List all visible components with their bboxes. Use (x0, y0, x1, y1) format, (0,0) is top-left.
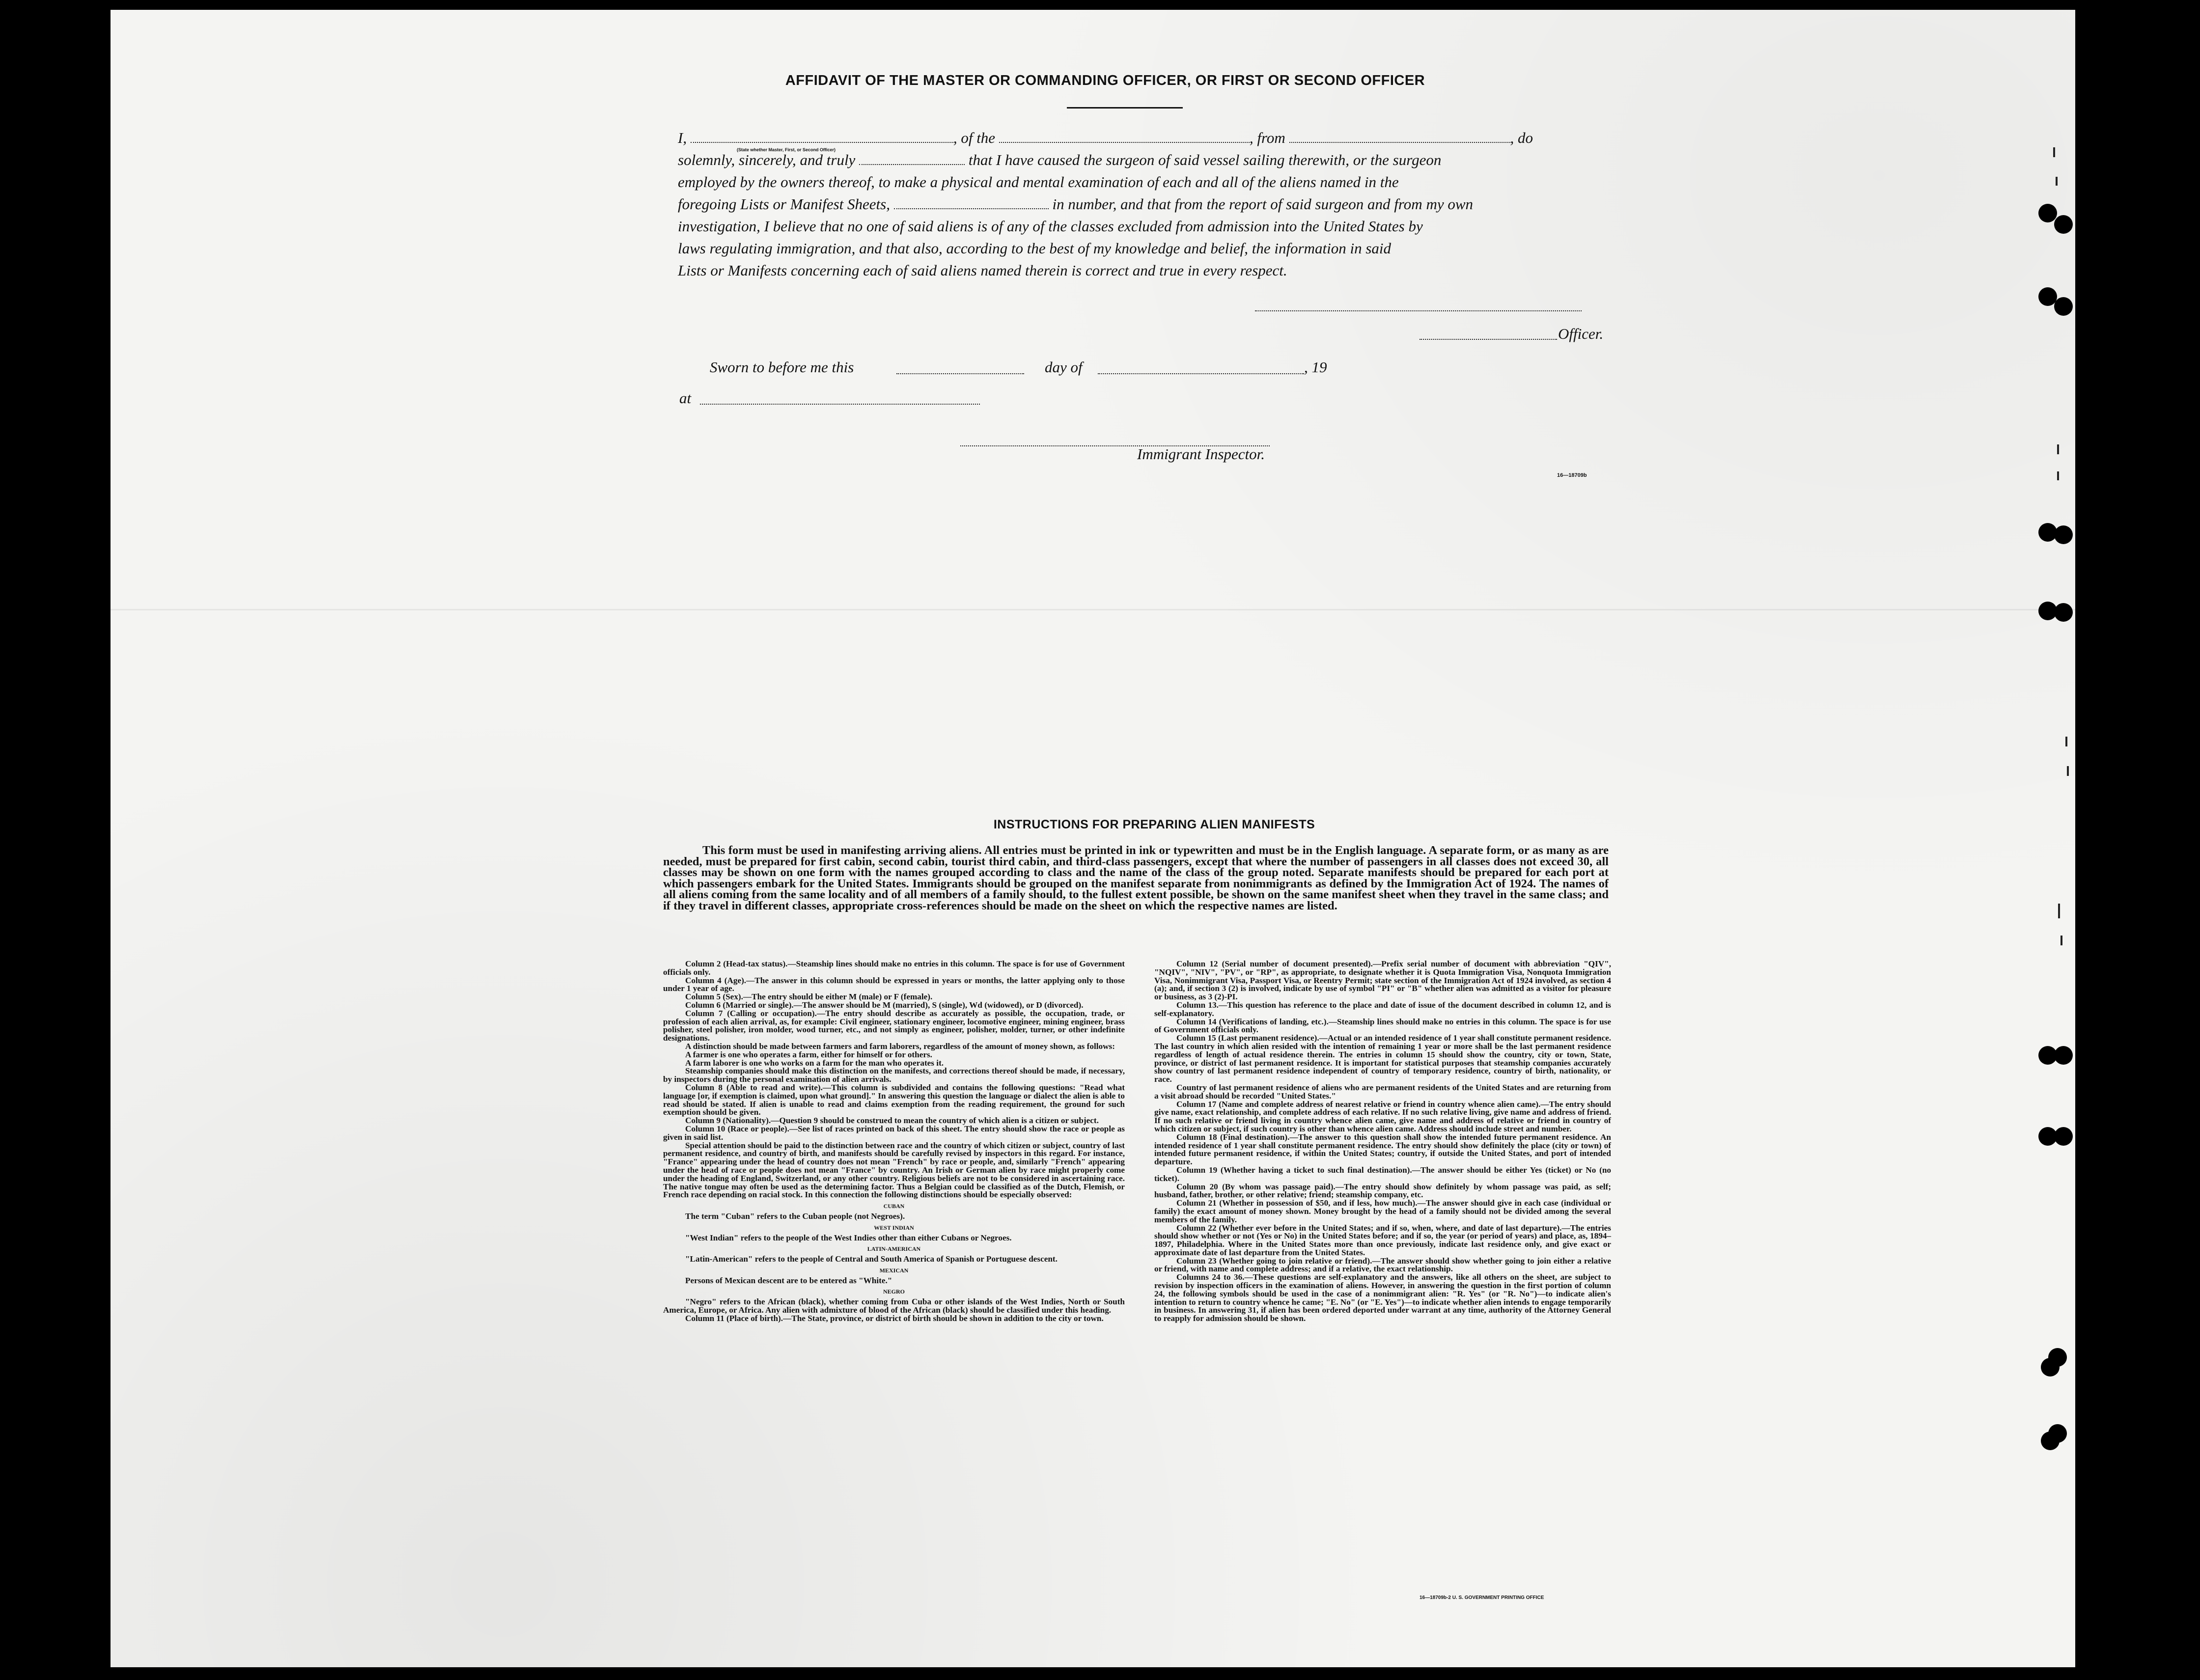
instruction-paragraph: Column 13.—This question has reference to the place and date of issue of the document described in column 12, and is self-explanatory. (1154, 1000, 1611, 1018)
rank-blank[interactable] (859, 153, 965, 165)
instruction-paragraph: Column 9 (Nationality).—Question 9 should be construed to mean the country of which alien is a citizen or subject. (685, 1116, 1099, 1126)
instruction-paragraph: Column 7 (Calling or occupation).—The entry should describe as accurately as possible, the occupation, trade, or profession of each alien arrival, as, for example: Civil engineer, stationary engineer, locomotive engineer, mining engineer, brass polisher, steel polisher, iron molder, wood turner, etc., and not simply as engineer, polisher, molder, turner, or other indefinite designations. (663, 1008, 1125, 1043)
line4-start: foregoing Lists or Manifest Sheets, (678, 195, 890, 213)
instruction-paragraph: Country of last permanent residence of aliens who are permanent residents of the United States and are returning from a visit abroad should be recorded "United States." (1154, 1082, 1611, 1101)
mexican-text: Persons of Mexican descent are to be entered as "White." (685, 1275, 892, 1285)
sworn-month-blank[interactable] (1098, 372, 1304, 374)
sworn-place-blank[interactable] (700, 403, 980, 405)
binding-mark (2058, 904, 2060, 918)
officer-name-blank[interactable] (691, 131, 953, 143)
officer-title-line[interactable] (1420, 338, 1557, 340)
latin-american-text: "Latin-American" refers to the people of Central and South America of Spanish or Portuguese descent. (685, 1254, 1058, 1264)
printing-office-footer: 16—18709b-2 U. S. GOVERNMENT PRINTING OFFICE (1420, 1595, 1544, 1600)
inspector-label: Immigrant Inspector. (1137, 445, 1265, 463)
instruction-paragraph: Column 2 (Head-tax status).—Steamship lines should make no entries in this column. The space is for use of Government officials only. (663, 959, 1125, 977)
line2-end: that I have caused the surgeon of said vessel sailing therewith, or the surgeon (968, 151, 1442, 168)
binding-mark (2053, 147, 2055, 157)
instruction-paragraph: Column 22 (Whether ever before in the United States; and if so, when, where, and date of last departure).—The entries should show whether or not (Yes or No) in the United States before; and if so, the year (or period of years) and place, as, 1894–1897, Philadelphia. Where in the United States more than once previously, indicate last residence only, and give exact or approximate date of last departure from the United States. (1154, 1223, 1611, 1257)
day-of-label: day of (1045, 358, 1083, 376)
vessel-name-blank[interactable] (999, 131, 1250, 143)
instruction-paragraph: Columns 24 to 36.—These questions are self-explanatory and the answers, like all others on the sheet, are subject to revision by inspection officers in the examination of aliens. However, in answering the question in the first portion of column 24, the following symbols should be used in the case of a nonimmigrant alien: "R. Yes" (or "R. No")—to indicate alien's intention to return to country whence he came; "E. No" (or "E. Yes")—to indicate whether alien intends to engage temporarily in business. In answering 31, if alien has been ordered deported under warrant at any time, authority of the Attorney General to reapply for admission should be shown. (1154, 1272, 1611, 1323)
i-label: I, (678, 129, 687, 146)
instruction-paragraph: Steamship companies should make this distinction on the manifests, and corrections thereof should be made, if necessary, by inspectors during the personal examination of alien arrivals. (663, 1066, 1125, 1084)
instruction-paragraph: Column 23 (Whether going to join relative or friend).—The answer should show whether going to join either a relative or friend, with name and complete address; and if a relative, the exact relationship. (1154, 1256, 1611, 1274)
instruction-paragraph: Column 6 (Married or single).—The answer should be M (married), S (single), Wd (widowed), or D (divorced). (685, 1000, 1084, 1010)
cuban-text: The term "Cuban" refers to the Cuban people (not Negroes). (685, 1211, 905, 1221)
sworn-label: Sworn to before me this (710, 358, 854, 376)
port-from-blank[interactable] (1289, 131, 1510, 143)
latin-american-heading: LATIN-AMERICAN (867, 1245, 921, 1253)
binding-mark (2056, 177, 2058, 186)
instructions-title: INSTRUCTIONS FOR PREPARING ALIEN MANIFESTS (993, 818, 1315, 831)
line2-start: solemnly, sincerely, and truly (678, 151, 856, 168)
from-label: , from (1249, 129, 1285, 146)
binding-mark (2057, 471, 2059, 480)
affidavit-title: AFFIDAVIT OF THE MASTER OR COMMANDING OFFICER, OR FIRST OR SECOND OFFICER (785, 73, 1425, 88)
do-label: , do (1510, 129, 1533, 146)
punch-hole (2038, 204, 2057, 222)
mexican-heading: MEXICAN (879, 1267, 909, 1274)
punch-hole (2054, 525, 2073, 544)
line7: Lists or Manifests concerning each of said aliens named therein is correct and true in every respect. (678, 262, 1287, 279)
west-indian-text: "West Indian" refers to the people of the West Indies other than either Cubans or Negroes. (685, 1233, 1012, 1242)
at-label: at (679, 389, 692, 407)
column-11-text: Column 11 (Place of birth).—The State, province, or district of birth should be shown in addition to the city or town. (685, 1313, 1104, 1323)
punch-hole (2054, 1046, 2073, 1065)
line6: laws regulating immigration, and that also, according to the best of my knowledge and belief, the information in said (678, 240, 1392, 257)
punch-hole (2048, 1424, 2067, 1443)
instruction-paragraph: Column 21 (Whether in possession of $50, and if less, how much).—The answer should give in each case (individual or family) the exact amount of money shown. Money brought by the head of a family should not be divided among the several members of the family. (1154, 1198, 1611, 1224)
punch-hole (2048, 1348, 2067, 1367)
instructions-right-column (1154, 960, 1611, 1323)
instruction-paragraph: Column 8 (Able to read and write).—This column is subdivided and contains the following questions: "Read what language [or, if exemption is claimed, upon what ground]." In answering this question the language or dialect the alien is able to read should be stated. If alien is unable to read and claims exemption from the reading requirement, the ground for such exemption should be given. (663, 1082, 1125, 1117)
instruction-paragraph: Column 18 (Final destination).—The answer to this question shall show the intended future permanent residence. An intended residence of 1 year shall constitute permanent residence. The entry should show definitely the place (city or town) of intended future permanent residence, if within the United States; country, if outside the United States, and port of intended departure. (1154, 1132, 1611, 1167)
officer-label: Officer. (1558, 325, 1604, 342)
instruction-paragraph: Column 17 (Name and complete address of nearest relative or friend in country whence alien came).—The entry should give name, exact relationship, and complete address of each relative. If no such relative living, give name and address of friend. If no such relative or friend living in country whence alien came, give name and address of relative or friend in country of which citizen or subject, if such country is other than whence alien came. Address should include street and number. (1154, 1099, 1611, 1133)
punch-hole (2054, 1127, 2073, 1146)
line3: employed by the owners thereof, to make a physical and mental examination of each and all of the aliens named in the (678, 173, 1399, 191)
instruction-paragraph: Column 19 (Whether having a ticket to such final destination).—The answer should be either Yes (ticket) or No (no ticket). (1154, 1165, 1611, 1183)
line5: investigation, I believe that no one of said aliens is of any of the classes excluded from admission into the United States by (678, 218, 1423, 235)
line4-end: in number, and that from the report of said surgeon and from my own (1052, 195, 1474, 213)
cuban-heading: CUBAN (883, 1203, 905, 1210)
instruction-paragraph: Column 10 (Race or people).—See list of races printed on back of this sheet. The entry should show the race or people as given in said list. (663, 1124, 1125, 1142)
instruction-paragraph: Column 5 (Sex).—The entry should be either M (male) or F (female). (685, 992, 933, 1002)
instruction-paragraph: Column 4 (Age).—The answer in this column should be expressed in years or months, the latter applying only to those under 1 year of age. (663, 975, 1125, 993)
number-blank[interactable] (894, 197, 1049, 209)
binding-mark (2067, 766, 2069, 776)
page-fold (111, 609, 2075, 610)
punch-hole (2054, 603, 2073, 622)
state-note: (State whether Master, First, or Second Officer) (737, 147, 836, 152)
instruction-paragraph: Column 15 (Last permanent residence).—Actual or an intended residence of 1 year shall constitute permanent residence. The last country in which alien resided with the intention of remaining 1 year or more shall be the last permanent residence regardless of length of actual residence therein. The entries in column 15 should show the country, city or town, State, province, or district of last permanent residence. It is important for statistical purposes that steamship companies accurately show country of last permanent residence independent of country of temporary residence, country of birth, nationality, or race. (1154, 1033, 1611, 1084)
instruction-paragraph: A farm laborer is one who works on a farm for the man who operates it. (685, 1058, 944, 1068)
instruction-paragraph: Column 20 (By whom was passage paid).—The entry should show definitely by whom passage was paid, as self; husband, father, brother, or other relative; friend; steamship company, etc. (1154, 1182, 1611, 1200)
instruction-paragraph: Column 12 (Serial number of document presented).—Prefix serial number of document with abbreviation "QIV", "NQIV", "NIV", "PV", or "RP", as appropriate, to designate whether it is Quota Immigration Visa, Nonquota Immigration Visa, Nonimmigrant Visa, Passport Visa, or Reentry Permit; state section of the Immigration Act of 1924 involved, as section 4 (a); and, if section 3 (2) is involved, indicate by use of symbol "PI" or "B" whether alien was admitted as a visitor for pleasure or business, as 3 (2)-PI. (1154, 959, 1611, 1002)
punch-hole (2054, 215, 2073, 234)
binding-mark (2061, 936, 2062, 945)
instruction-paragraph: A farmer is one who operates a farm, either for himself or for others. (685, 1049, 932, 1059)
instructions-left-column (663, 960, 1125, 1323)
sworn-day-blank[interactable] (896, 372, 1024, 374)
signature-line[interactable] (1255, 309, 1582, 311)
binding-mark (2065, 737, 2067, 746)
instruction-paragraph: Special attention should be paid to the distinction between race and the country of which citizen or subject, country of last permanent residence, and country of birth, and manifests should be carefully revised by inspectors in this regard. For instance, "France" appearing under the head of country does not mean "French" by race or people, and, similarly "French" appearing under the head of race or people does not mean "France" by country. An Irish or German alien by race might properly come under the heading of England, Switzerland, or any other country. Religious beliefs are not to be considered in ascertaining race. The native tongue may often be used as the determining factor. Thus a Belgian could be classified as of the Dutch, Flemish, or French race depending on racial stock. In this connection the following distinctions should be especially observed: (663, 1140, 1125, 1200)
of-the-label: , of the (953, 129, 996, 146)
instruction-paragraph: A distinction should be made between farmers and farm laborers, regardless of the amount of money shown, as follows: (685, 1041, 1115, 1051)
west-indian-heading: WEST INDIAN (874, 1224, 914, 1231)
instructions-intro: This form must be used in manifesting arriving aliens. All entries must be printed in ink or typewritten and must be in the English language. A separate form, or as many as are needed, must be prepared for first cabin, second cabin, tourist third cabin, and third-class passengers, except that where the number of passengers in all classes does not exceed 30, all classes may be shown on one form with the names grouped according to class and the name of the class of the group noted. Separate manifests should be prepared for each port at which passengers embark for the United States. Immigrants should be grouped on the manifest separate from nonimmigrants as defined by the Immigration Act of 1924. The names of all aliens coming from the same locality and of all members of a family should, to the fullest extent possible, be shown on the same manifest sheet when they travel in the same class; and if they travel in different classes, appropriate cross-references should be made on the sheet on which the respective names are listed. (663, 844, 1609, 912)
year-label: , 19 (1304, 358, 1327, 376)
punch-hole (2054, 297, 2073, 316)
form-number: 16—18709b (1557, 472, 1587, 478)
negro-heading: NEGRO (883, 1288, 905, 1295)
binding-mark (2057, 444, 2059, 454)
negro-text: "Negro" refers to the African (black), whether coming from Cuba or other islands of the West Indies, North or South America, Europe, or Africa. Any alien with admixture of blood of the African (black) should be classified under this heading. (663, 1297, 1125, 1315)
title-rule (1067, 107, 1183, 109)
instruction-paragraph: Column 14 (Verifications of landing, etc.).—Steamship lines should make no entries in this column. The space is for use of Government officials only. (1154, 1017, 1611, 1035)
